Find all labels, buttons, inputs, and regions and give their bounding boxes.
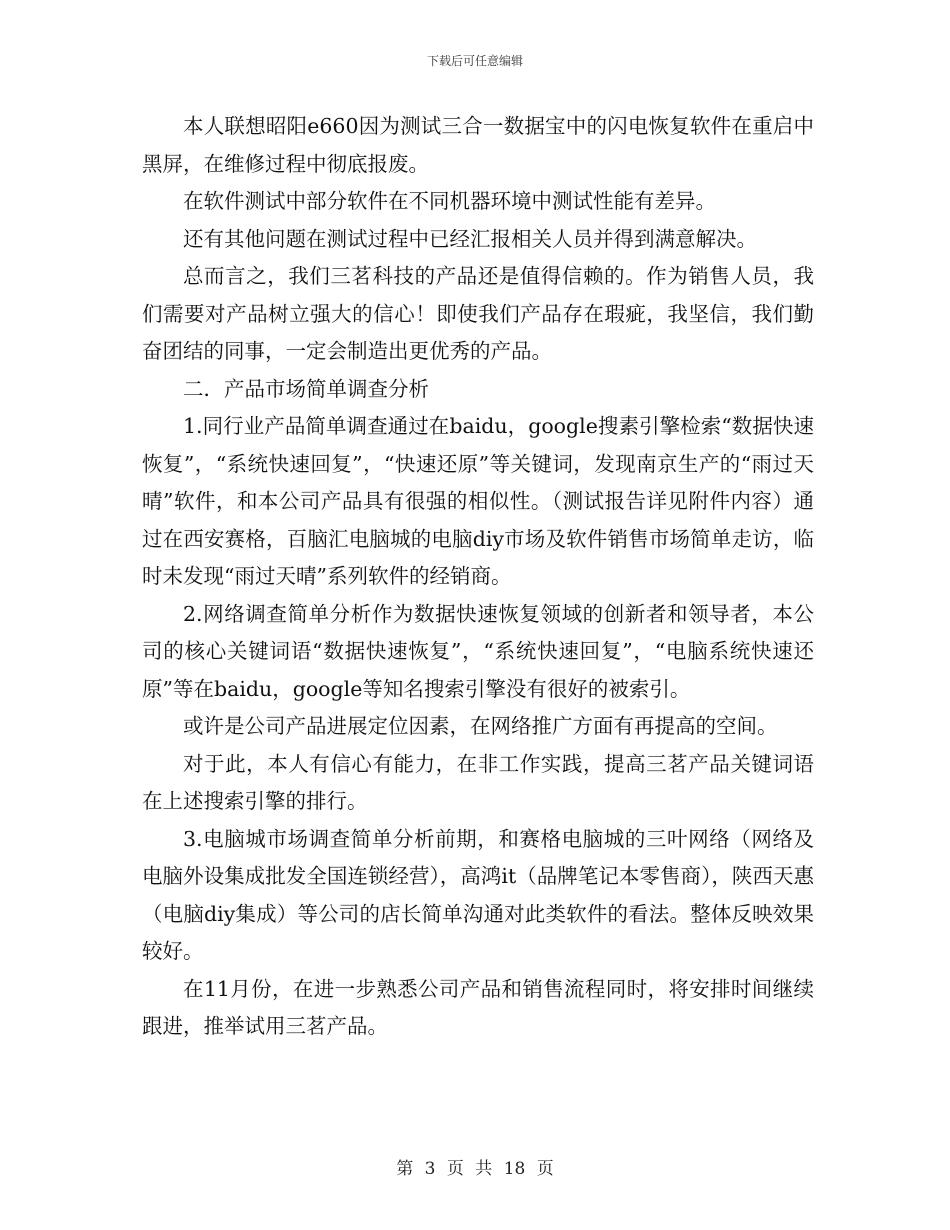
page-header: 下载后可任意编辑 [426,54,523,68]
paragraph: 或许是公司产品进展定位因素，在网络推广方面有再提高的空间。 [183,714,778,738]
paragraph: 在11月份，在进一步熟悉公司产品和销售流程同时，将安排时间继续跟进，推举试用三茗产品。 [142,976,814,1038]
section-heading: 二．产品市场简单调查分析 [183,376,429,401]
page-footer: 第 3 页 共 18 页 [396,1159,554,1179]
paragraph: 对于此，本人有信心有能力，在非工作实践，提高三茗产品关键词语在上述搜索引擎的排行。 [142,751,814,813]
paragraph: 在软件测试中部分软件在不同机器环境中测试性能有差异。 [183,189,716,213]
document-body [142,108,814,1046]
paragraph: 3.电脑城市场调查简单分析前期，和赛格电脑城的三叶网络（网络及电脑外设集成批发全国连锁经营），高鸿it（品牌笔记本零售商），陕西天惠（电脑diy集成）等公司的店长简单沟通对此类软件的看法。整体反映效果较好。 [142,826,814,963]
paragraph: 本人联想昭阳e660因为测试三合一数据宝中的闪电恢复软件在重启中黑屏，在维修过程中彻底报废。 [142,114,814,176]
paragraph: 1.同行业产品简单调查通过在baidu，google搜素引擎检索“数据快速恢复”，“系统快速回复”，“快速还原”等关键词，发现南京生产的“雨过天晴”软件，和本公司产品具有很强的相似性。（测试报告详见附件内容）通过在西安赛格，百脑汇电脑城的电脑diy市场及软件销售市场简单走访，临时未发现“雨过天晴”系列软件的经销商。 [142,414,814,588]
paragraph: 2.网络调查简单分析作为数据快速恢复领域的创新者和领导者，本公司的核心关键词语“数据快速恢复”，“系统快速回复”，“电脑系统快速还原”等在baidu，google等知名搜索引擎没有很好的被索引。 [142,601,814,701]
paragraph: 总而言之，我们三茗科技的产品还是值得信赖的。作为销售人员，我们需要对产品树立强大的信心！即使我们产品存在瑕疵，我坚信，我们勤奋团结的同事，一定会制造出更优秀的产品。 [142,264,814,363]
paragraph: 还有其他问题在测试过程中已经汇报相关人员并得到满意解决。 [183,226,757,251]
